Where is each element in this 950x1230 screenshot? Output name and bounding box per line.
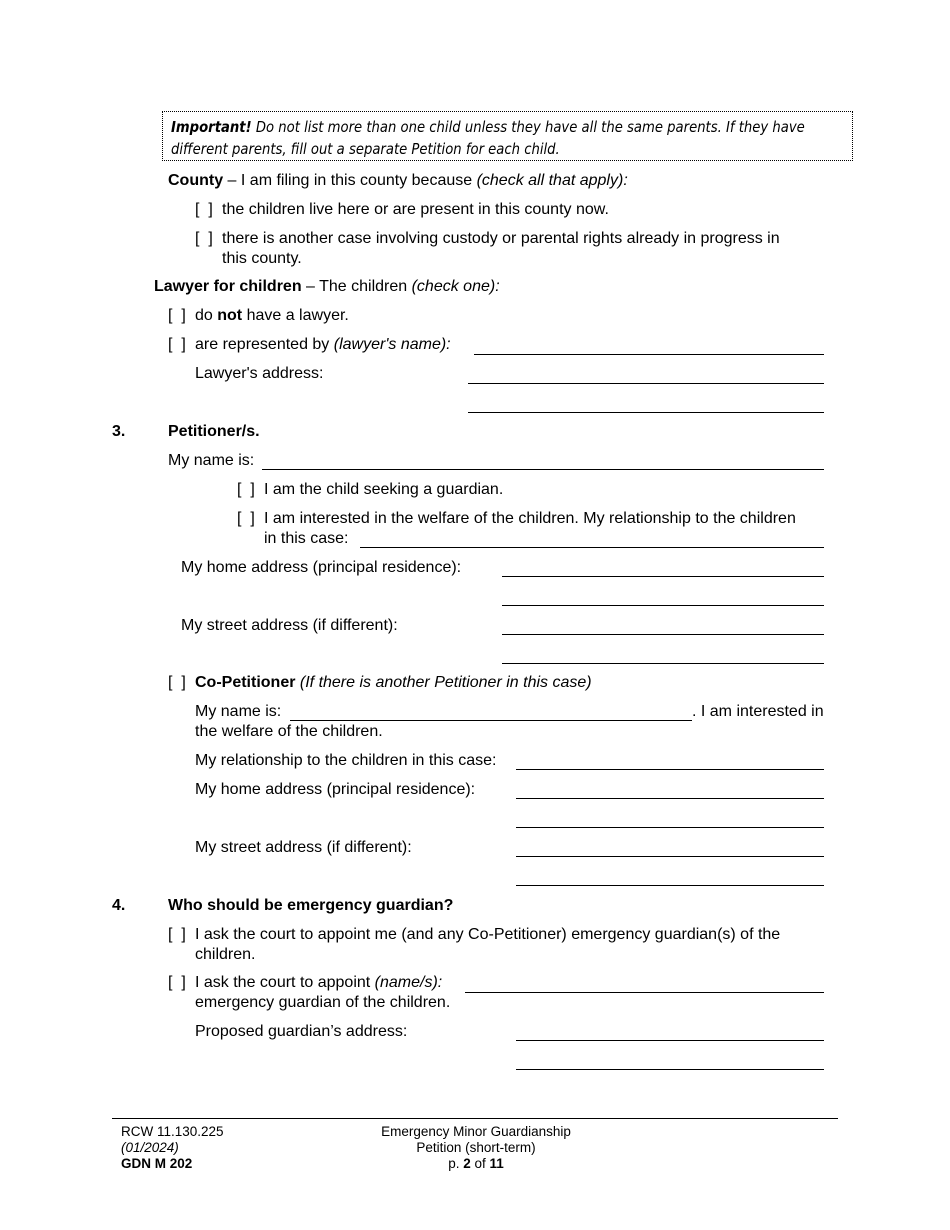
petitioner-home-address-field-2[interactable] — [502, 605, 824, 606]
guardian-option2-label-line2: emergency guardian of the children. — [195, 994, 451, 1011]
petitioner-street-address-field-2[interactable] — [502, 663, 824, 664]
footer-statute: RCW 11.130.225 — [121, 1124, 224, 1139]
lawyer-option2-checkbox[interactable]: [ ] — [168, 336, 186, 353]
copetitioner-street-address-field-2[interactable] — [516, 885, 824, 886]
county-option1-label: the children live here or are present in this county now. — [222, 201, 609, 218]
petitioner-name-label: My name is: — [168, 452, 255, 469]
county-heading-line — [168, 172, 628, 190]
petitioner-option1-label: I am the child seeking a guardian. — [264, 481, 504, 498]
section4-title: Who should be emergency guardian? — [168, 897, 454, 914]
petitioner-name-field[interactable] — [262, 469, 824, 470]
county-option2-label-line1: there is another case involving custody or parental rights already in progress in — [222, 230, 780, 247]
county-option1-checkbox[interactable]: [ ] — [195, 201, 213, 218]
section3-number: 3. — [112, 423, 126, 440]
lawyer-option1-checkbox[interactable]: [ ] — [168, 307, 186, 324]
county-intro: – I am filing in this county because — [223, 172, 477, 189]
section3-title: Petitioner/s. — [168, 423, 260, 440]
footer-date: (01/2024) — [121, 1140, 179, 1155]
county-heading: County — [168, 172, 224, 189]
footer-page-number: p. 2 of 11 — [448, 1156, 504, 1171]
copetitioner-heading-line: Co-Petitioner (If there is another Petitioner in this case) — [195, 674, 592, 691]
proposed-guardian-address-field-1[interactable] — [516, 1040, 824, 1041]
petitioner-option2-label-line1: I am interested in the welfare of the children. My relationship to the children — [264, 510, 796, 527]
copetitioner-name-suffix: . I am interested in — [692, 703, 824, 720]
copetitioner-relationship-label: My relationship to the children in this case: — [195, 752, 497, 769]
copetitioner-home-address-field-1[interactable] — [516, 798, 824, 799]
section4-number: 4. — [112, 897, 126, 914]
copetitioner-checkbox[interactable]: [ ] — [168, 674, 186, 691]
footer-divider — [112, 1118, 838, 1119]
copetitioner-street-address-field-1[interactable] — [516, 856, 824, 857]
copetitioner-name-label: My name is: — [195, 703, 282, 720]
guardian-option1-label-line1: I ask the court to appoint me (and any Co-Petitioner) emergency guardian(s) of the — [195, 926, 781, 943]
lawyer-heading: Lawyer for children — [154, 278, 302, 295]
copetitioner-relationship-field[interactable] — [516, 769, 824, 770]
petitioner-home-address-field-1[interactable] — [502, 576, 824, 577]
petitioner-relationship-field[interactable] — [360, 547, 824, 548]
county-option2-checkbox[interactable]: [ ] — [195, 230, 213, 247]
county-option2-label-line2: this county. — [222, 250, 302, 267]
footer-form-id: GDN M 202 — [121, 1156, 193, 1171]
petitioner-option2-checkbox[interactable]: [ ] — [237, 510, 255, 527]
guardian-option1-checkbox[interactable]: [ ] — [168, 926, 186, 943]
guardian-option2-label: I ask the court to appoint (name/s): — [195, 974, 443, 991]
lawyer-address-field-1[interactable] — [468, 383, 824, 384]
proposed-guardian-address-label: Proposed guardian’s address: — [195, 1023, 408, 1040]
petitioner-option2-label-line2: in this case: — [264, 530, 349, 547]
lawyer-option1-label: do not have a lawyer. — [195, 307, 349, 324]
lawyer-instruction: (check one): — [411, 278, 500, 295]
footer-title-line2: Petition (short-term) — [416, 1140, 536, 1155]
petitioner-street-address-field-1[interactable] — [502, 634, 824, 635]
footer-title-line1: Emergency Minor Guardianship — [381, 1124, 571, 1139]
proposed-guardian-address-field-2[interactable] — [516, 1069, 824, 1070]
copetitioner-street-address-label: My street address (if different): — [195, 839, 412, 856]
petitioner-option1-checkbox[interactable]: [ ] — [237, 481, 255, 498]
lawyer-option2-label: are represented by (lawyer's name): — [195, 336, 451, 353]
lawyer-intro: – The children — [301, 278, 412, 295]
guardian-option1-label-line2: children. — [195, 946, 256, 963]
copetitioner-name-field[interactable] — [290, 720, 692, 721]
copetitioner-name-line2: the welfare of the children. — [195, 723, 383, 740]
lawyer-address-field-2[interactable] — [468, 412, 824, 413]
county-instruction: (check all that apply): — [476, 172, 628, 189]
copetitioner-home-address-field-2[interactable] — [516, 827, 824, 828]
guardian-option2-checkbox[interactable]: [ ] — [168, 974, 186, 991]
petitioner-street-address-label: My street address (if different): — [181, 617, 398, 634]
petitioner-home-address-label: My home address (principal residence): — [181, 559, 462, 576]
lawyer-heading-line — [154, 278, 500, 296]
guardian-name-field[interactable] — [465, 992, 824, 993]
important-text: Do not list more than one child unless they have all the same parents. If they have different parents, fill out a separate Petition for each child. — [171, 118, 805, 158]
important-label: Important! — [171, 118, 252, 136]
important-notice — [171, 116, 840, 160]
copetitioner-home-address-label: My home address (principal residence): — [195, 781, 476, 798]
lawyer-name-field[interactable] — [474, 354, 824, 355]
copetitioner-heading: Co-Petitioner — [195, 674, 296, 691]
lawyer-address-label: Lawyer's address: — [195, 365, 324, 382]
